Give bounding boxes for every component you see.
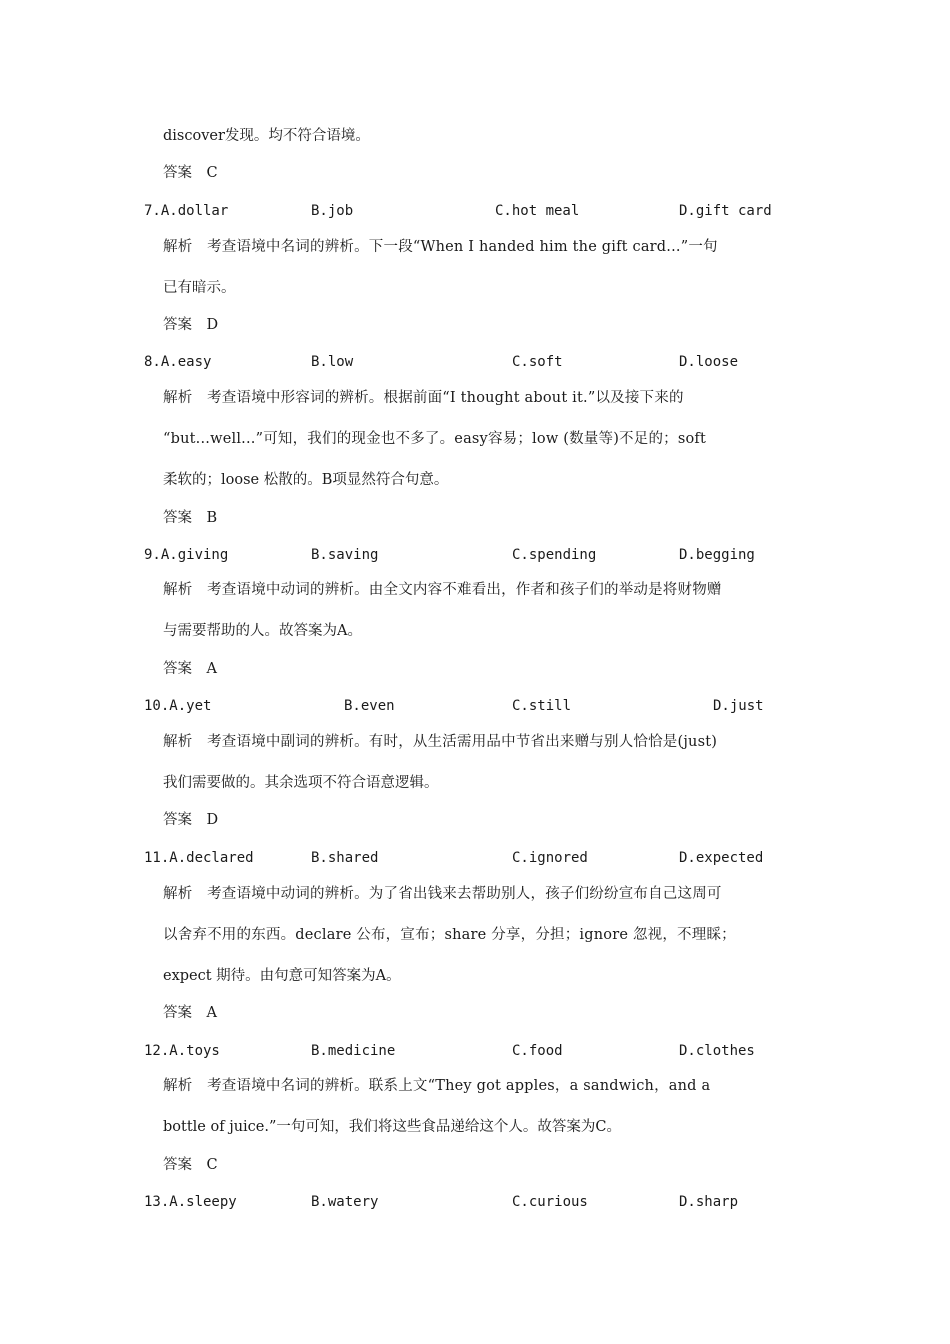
option-b: B.saving xyxy=(311,547,379,563)
option-c: C.hot meal xyxy=(495,203,580,219)
option-c: C.food xyxy=(512,1043,563,1059)
question-11-options xyxy=(144,848,844,868)
option-a: 8.A.easy xyxy=(144,354,212,370)
option-c: C.ignored xyxy=(512,850,588,866)
explanation-line: 解析 考查语境中动词的辨析。为了省出钱来去帮助别人，孩子们纷纷宣布自己这周可 xyxy=(163,886,722,902)
option-c: C.soft xyxy=(512,354,563,370)
question-12-options xyxy=(144,1041,844,1061)
explanation-line: 以舍弃不用的东西。declare 公布，宣布；share 分享，分担；ignore 忽视，不理睬； xyxy=(163,927,736,943)
option-b: B.even xyxy=(344,698,395,714)
explanation-line: discover发现。均不符合语境。 xyxy=(163,128,370,144)
answer-line: 答案 D xyxy=(163,317,219,333)
option-a: 9.A.giving xyxy=(144,547,229,563)
option-a: 7.A.dollar xyxy=(144,203,229,219)
answer-line: 答案 C xyxy=(163,1157,218,1173)
option-c: C.spending xyxy=(512,547,597,563)
explanation-line: 解析 考查语境中副词的辨析。有时，从生活需用品中节省出来赠与别人恰恰是(just) xyxy=(163,734,718,750)
option-a: 10.A.yet xyxy=(144,698,212,714)
question-8-options xyxy=(144,352,844,372)
option-c: C.still xyxy=(512,698,572,714)
answer-line: 答案 B xyxy=(163,510,218,526)
option-d: D.clothes xyxy=(679,1043,755,1059)
option-b: B.watery xyxy=(311,1194,379,1210)
question-9-options xyxy=(144,545,844,565)
explanation-line: 解析 考查语境中名词的辨析。下一段“When I handed him the gift card...”一句 xyxy=(163,239,718,255)
explanation-line: 解析 考查语境中名词的辨析。联系上文“They got apples，a sandwich，and a xyxy=(163,1078,711,1094)
option-d: D.expected xyxy=(679,850,764,866)
option-a: 11.A.declared xyxy=(144,850,254,866)
explanation-line: 我们需要做的。其余选项不符合语意逻辑。 xyxy=(163,775,439,791)
option-d: D.loose xyxy=(679,354,739,370)
explanation-line: 柔软的；loose 松散的。B项显然符合句意。 xyxy=(163,472,449,488)
option-d: D.sharp xyxy=(679,1194,739,1210)
explanation-line: “but...well...”可知，我们的现金也不多了。easy容易；low (数量等)不足的；soft xyxy=(163,431,707,447)
explanation-line: 解析 考查语境中形容词的辨析。根据前面“I thought about it.”以及接下来的 xyxy=(163,390,684,406)
answer-line: 答案 D xyxy=(163,812,219,828)
answer-line: 答案 C xyxy=(163,165,218,181)
explanation-line: expect 期待。由句意可知答案为A。 xyxy=(163,968,401,984)
option-d: D.just xyxy=(713,698,764,714)
explanation-line: 已有暗示。 xyxy=(163,280,236,296)
option-d: D.gift card xyxy=(679,203,772,219)
option-b: B.medicine xyxy=(311,1043,396,1059)
question-10-options xyxy=(144,696,844,716)
option-d: D.begging xyxy=(679,547,755,563)
option-b: B.job xyxy=(311,203,354,219)
answer-line: 答案 A xyxy=(163,661,217,677)
explanation-line: 解析 考查语境中动词的辨析。由全文内容不难看出，作者和孩子们的举动是将财物赠 xyxy=(163,582,722,598)
explanation-line: bottle of juice.”一句可知，我们将这些食品递给这个人。故答案为C。 xyxy=(163,1119,621,1135)
option-a: 12.A.toys xyxy=(144,1043,220,1059)
option-a: 13.A.sleepy xyxy=(144,1194,237,1210)
option-c: C.curious xyxy=(512,1194,588,1210)
question-13-options xyxy=(144,1192,844,1212)
answer-line: 答案 A xyxy=(163,1005,217,1021)
option-b: B.shared xyxy=(311,850,379,866)
question-7-options xyxy=(144,201,844,221)
explanation-line: 与需要帮助的人。故答案为A。 xyxy=(163,623,362,639)
option-b: B.low xyxy=(311,354,354,370)
